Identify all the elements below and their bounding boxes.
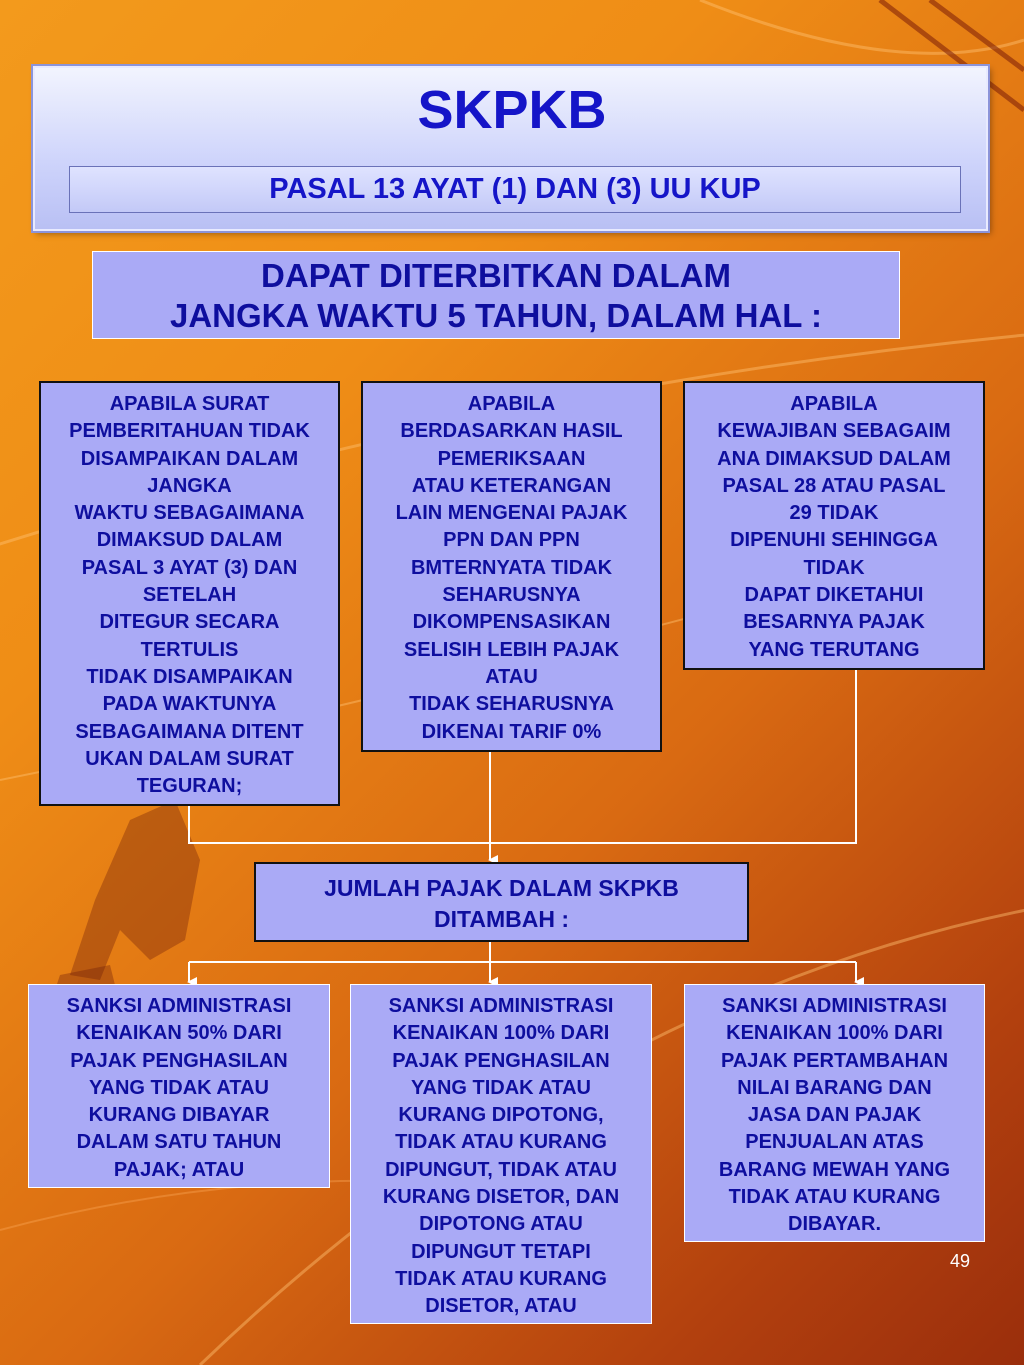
sanction-line: PAJAK PERTAMBAHAN xyxy=(720,1049,949,1072)
sanction-line: KENAIKAN 100% DARI xyxy=(726,1022,943,1045)
sanction-line: BARANG MEWAH YANG xyxy=(718,1158,951,1181)
total-tax-line: JUMLAH PAJAK DALAM SKPKB xyxy=(324,875,679,901)
condition-line: BMTERNYATA TIDAK xyxy=(410,556,613,579)
total-tax-box xyxy=(254,862,749,942)
sanction-line: YANG TIDAK ATAU xyxy=(89,1076,269,1099)
condition-line: TERTULIS xyxy=(140,638,239,661)
condition-line: SETELAH xyxy=(142,584,237,607)
sanction-line: PAJAK; ATAU xyxy=(113,1158,245,1181)
condition-line: YANG TERUTANG xyxy=(748,638,920,661)
slide-title: SKPKB xyxy=(417,80,607,140)
condition-line: PPN DAN PPN xyxy=(443,529,580,552)
subtitle-text: PASAL 13 AYAT (1) DAN (3) UU KUP xyxy=(269,173,761,205)
intro-line: JANGKA WAKTU 5 TAHUN, DALAM HAL : xyxy=(169,297,823,334)
condition-line: DIKOMPENSASIKAN xyxy=(412,611,611,634)
condition-line: DIKENAI TARIF 0% xyxy=(421,720,602,743)
condition-line: DITEGUR SECARA xyxy=(99,611,280,634)
condition-line: ANA DIMAKSUD DALAM xyxy=(717,447,951,470)
condition-line: WAKTU SEBAGAIMANA xyxy=(74,502,305,525)
condition-line: DIPENUHI SEHINGGA xyxy=(730,529,938,552)
condition-line: TIDAK xyxy=(803,556,865,579)
condition-line: APABILA xyxy=(790,393,878,415)
subtitle-box xyxy=(69,166,961,213)
condition-line: BERDASARKAN HASIL xyxy=(400,420,623,443)
condition-line: DIMAKSUD DALAM xyxy=(96,529,283,552)
sanction-line: NILAI BARANG DAN xyxy=(737,1076,932,1099)
condition-line: TIDAK DISAMPAIKAN xyxy=(86,665,293,688)
condition-line: DAPAT DIKETAHUI xyxy=(744,584,924,607)
condition-line: ATAU KETERANGAN xyxy=(411,474,612,497)
sanction-line: SANKSI ADMINISTRASI xyxy=(722,995,947,1017)
condition-line: SEHARUSNYA xyxy=(442,584,581,607)
sanction-line: KENAIKAN 100% DARI xyxy=(392,1022,610,1045)
sanction-line: KENAIKAN 50% DARI xyxy=(76,1022,282,1045)
condition-box-3 xyxy=(683,381,985,670)
condition-line: UKAN DALAM SURAT xyxy=(85,747,294,770)
condition-line: PASAL 3 AYAT (3) DAN xyxy=(81,556,298,579)
condition-line: JANGKA xyxy=(147,474,232,497)
sanction-line: SANKSI ADMINISTRASI xyxy=(388,995,614,1017)
sanction-line: TIDAK ATAU KURANG xyxy=(395,1267,607,1290)
condition-line: SEBAGAIMANA DITENT xyxy=(75,720,304,743)
sanction-line: PAJAK PENGHASILAN xyxy=(70,1049,288,1072)
condition-line: BESARNYA PAJAK xyxy=(743,611,925,634)
condition-line: PADA WAKTUNYA xyxy=(102,693,277,716)
condition-line: APABILA xyxy=(467,393,556,415)
sanction-line: JASA DAN PAJAK xyxy=(747,1104,922,1127)
condition-box-2 xyxy=(361,381,662,752)
condition-line: PASAL 28 ATAU PASAL xyxy=(722,474,946,497)
sanction-line: YANG TIDAK ATAU xyxy=(411,1076,591,1099)
sanction-line: TIDAK ATAU KURANG xyxy=(728,1186,941,1209)
sanction-line: DIBAYAR. xyxy=(788,1213,881,1236)
page-number: 49 xyxy=(949,1251,970,1271)
sanction-line: KURANG DISETOR, DAN xyxy=(382,1186,620,1209)
sanction-line: DALAM SATU TAHUN xyxy=(76,1131,282,1154)
sanction-line: DIPOTONG ATAU xyxy=(419,1213,583,1236)
sanction-line: DIPUNGUT TETAPI xyxy=(411,1240,591,1263)
total-tax-line: DITAMBAH : xyxy=(434,906,569,932)
sanction-line: DISETOR, ATAU xyxy=(425,1295,577,1318)
sanction-line: TIDAK ATAU KURANG xyxy=(395,1131,607,1154)
condition-line: DISAMPAIKAN DALAM xyxy=(80,447,299,470)
sanction-box-3 xyxy=(684,984,985,1242)
condition-line: KEWAJIBAN SEBAGAIM xyxy=(717,420,951,443)
sanction-line: KURANG DIBAYAR xyxy=(88,1104,270,1127)
sanction-box-1 xyxy=(28,984,330,1188)
intro-box xyxy=(92,251,900,339)
condition-line: ATAU xyxy=(485,665,538,688)
condition-line: PEMBERITAHUAN TIDAK xyxy=(69,420,310,443)
condition-line: TIDAK SEHARUSNYA xyxy=(409,693,614,716)
condition-line: LAIN MENGENAI PAJAK xyxy=(395,502,628,525)
condition-box-1 xyxy=(39,381,340,806)
condition-line: SELISIH LEBIH PAJAK xyxy=(403,638,620,661)
condition-line: APABILA SURAT xyxy=(109,393,270,415)
sanction-box-2 xyxy=(350,984,652,1324)
sanction-line: KURANG DIPOTONG, xyxy=(398,1104,604,1127)
condition-line: TEGURAN; xyxy=(136,775,243,798)
intro-line: DAPAT DITERBITKAN DALAM xyxy=(261,257,731,294)
sanction-line: PAJAK PENGHASILAN xyxy=(392,1049,610,1072)
condition-line: PEMERIKSAAN xyxy=(437,447,586,470)
condition-line: 29 TIDAK xyxy=(789,502,879,525)
sanction-line: PENJUALAN ATAS xyxy=(745,1131,924,1154)
sanction-line: SANKSI ADMINISTRASI xyxy=(66,995,292,1017)
sanction-line: DIPUNGUT, TIDAK ATAU xyxy=(385,1158,617,1181)
